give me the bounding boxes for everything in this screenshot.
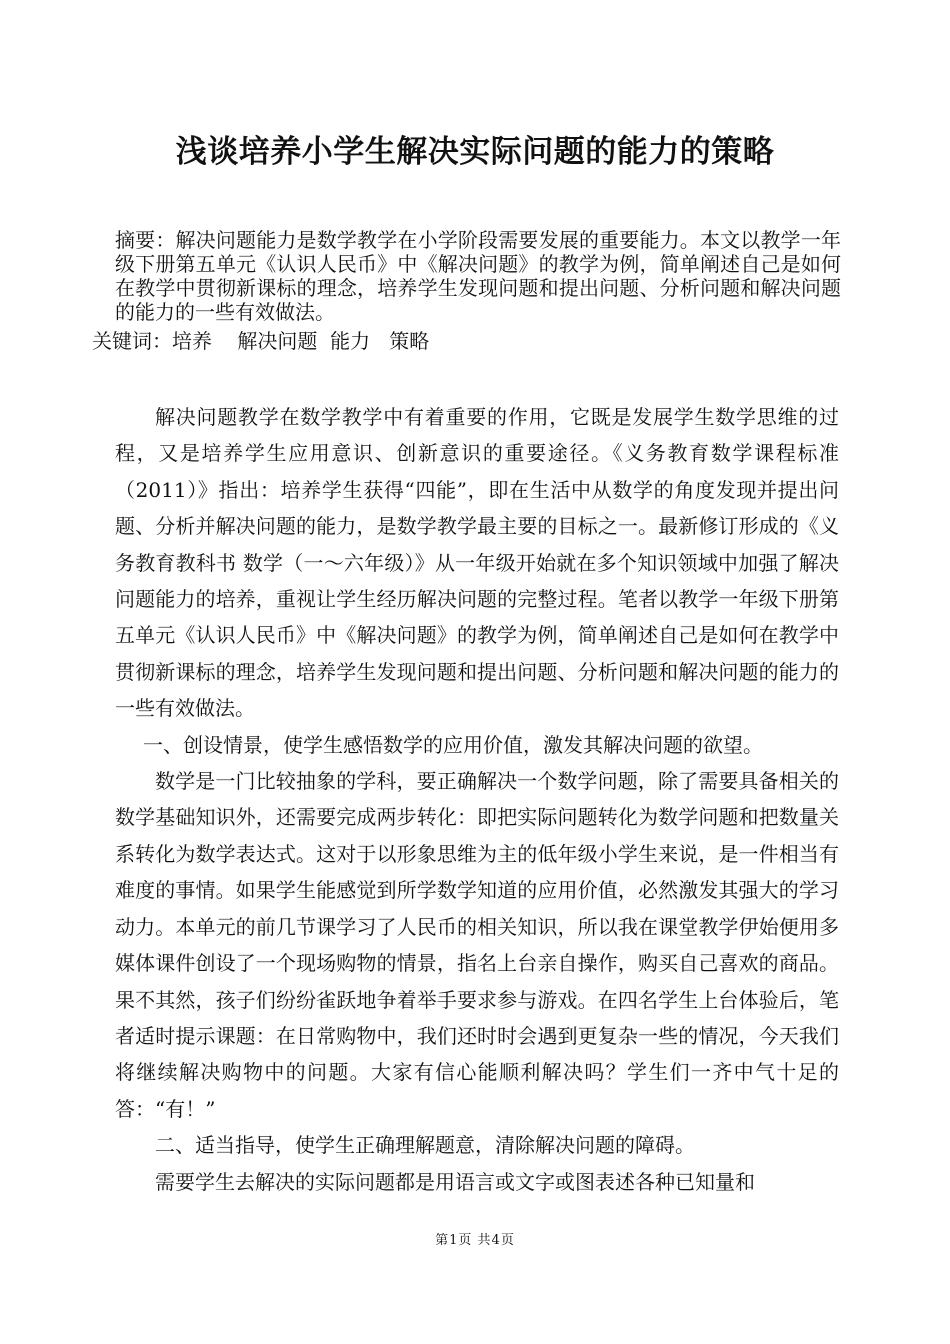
- section-heading: 二、适当指导，使学生正确理解题意，清除解决问题的障碍。: [155, 1133, 695, 1158]
- paragraph: 解决问题教学在数学教学中有着重要的作用，它既是发展学生数学思维的过程，又是培养学生应用意识、创新意识的重要途径。《义务教育数学课程标准（2011）》指出：培养学生获得“四能”，即在生活中从数学的角度发现并提出问题、分析并解决问题的能力，是数学教学最主要的目标之一。最新修订形成的《义务教育教科书 数学（一～六年级）》从一年级开始就在多个知识领域中加强了解决问题能力的培养，重视让学生经历解决问题的完整过程。笔者以教学一年级下册第五单元《认识人民币》中《解决问题》的教学为例，简单阐述自己是如何在教学中贯彻新课标的理念，培养学生发现问题和提出问题、分析问题和解决问题的能力的一些有效做法。: [115, 405, 839, 721]
- abstract: 摘要：解决问题能力是数学教学在小学阶段需要发展的重要能力。本文以教学一年级下册第五单元《认识人民币》中《解决问题》的教学为例，简单阐述自己是如何在教学中贯彻新课标的理念，培养学生发现问题和提出问题、分析问题和解决问题的能力的一些有效做法。: [115, 228, 841, 324]
- section-heading: 一、创设情景，使学生感悟数学的应用价值，激发其解决问题的欲望。: [143, 732, 763, 757]
- paragraph: 数学是一门比较抽象的学科，要正确解决一个数学问题，除了需要具备相关的数学基础知识外，还需要完成两步转化：即把实际问题转化为数学问题和把数量关系转化为数学表达式。这对于以形象思维为主的低年级小学生来说，是一件相当有难度的事情。如果学生能感觉到所学数学知道的应用价值，必然激发其强大的学习动力。本单元的前几节课学习了人民币的相关知识，所以我在课堂教学伊始便用多媒体课件创设了一个现场购物的情景，指名上台亲自操作，购买自己喜欢的商品。果不其然，孩子们纷纷雀跃地争着举手要求参与游戏。在四名学生上台体验后，笔者适时提示课题：在日常购物中，我们还时时会遇到更复杂一些的情况，今天我们将继续解决购物中的问题。大家有信心能顺利解决吗？学生们一齐中气十足的答：“有！”: [115, 769, 839, 1121]
- page-title: 浅谈培养小学生解决实际问题的能力的策略: [175, 134, 775, 170]
- body-text: [115, 399, 839, 1200]
- paragraph: 需要学生去解决的实际问题都是用语言或文字或图表述各种已知量和: [155, 1169, 755, 1194]
- page-footer: 第1页 共4页: [435, 1233, 515, 1248]
- keywords: 关键词：培养 解决问题 能力 策略: [92, 329, 430, 353]
